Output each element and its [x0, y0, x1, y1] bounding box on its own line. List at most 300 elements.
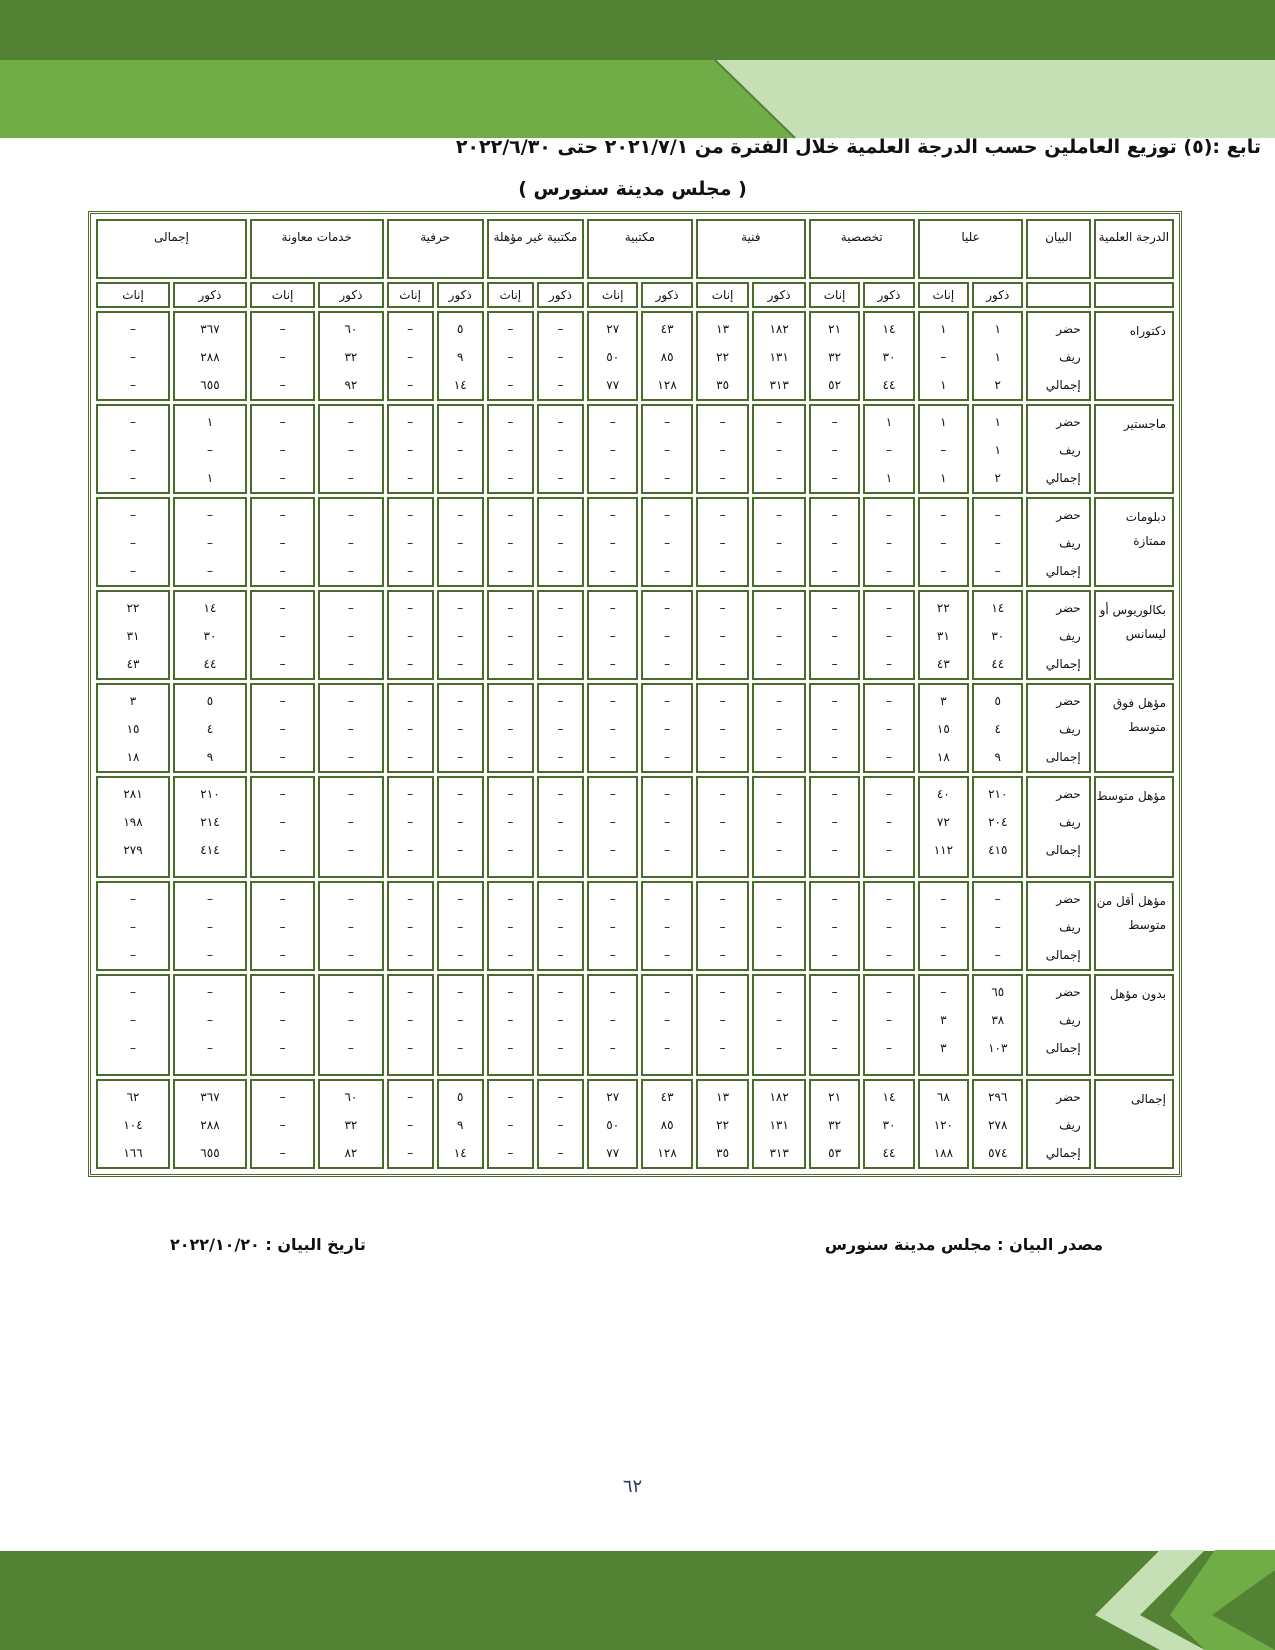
- cell-value: –: [885, 985, 892, 999]
- page-number: ٦٢: [622, 1476, 643, 1497]
- cell-value: ٧٧: [606, 378, 620, 392]
- cell-value: –: [609, 985, 616, 999]
- subheader-cell: إناث: [809, 282, 860, 308]
- cell-value: ١٤: [882, 322, 896, 336]
- cell-value: –: [279, 657, 286, 671]
- data-cell: [173, 311, 247, 401]
- cell-value: –: [507, 471, 514, 485]
- cell-value: –: [940, 920, 947, 934]
- data-cell: [863, 683, 914, 773]
- data-cell: [437, 590, 484, 680]
- data-cell: [173, 974, 247, 1076]
- cell-value: –: [457, 985, 464, 999]
- cell-value: –: [776, 1013, 783, 1027]
- cell-value: –: [407, 629, 414, 643]
- cell-value: ١٢٨: [657, 1146, 677, 1160]
- cell-value: –: [609, 892, 616, 906]
- data-cell: [752, 776, 806, 878]
- cell-value: –: [885, 657, 892, 671]
- area-label: إجمالي: [1045, 657, 1081, 671]
- cell-value: ٢: [994, 378, 1001, 392]
- cell-value: –: [557, 350, 564, 364]
- cell-value: –: [557, 892, 564, 906]
- cell-value: ٢٠٤: [988, 815, 1008, 829]
- cell-value: –: [776, 601, 783, 615]
- cell-value: –: [457, 722, 464, 736]
- header-statement: البيان: [1026, 219, 1090, 279]
- cell-value: ١٣: [716, 322, 730, 336]
- cell-value: –: [407, 536, 414, 550]
- data-cell: [752, 881, 806, 971]
- cell-value: ٥: [456, 1090, 464, 1104]
- cell-value: –: [557, 1013, 564, 1027]
- cell-value: –: [407, 443, 414, 457]
- cell-value: –: [609, 787, 616, 801]
- cell-value: –: [719, 843, 726, 857]
- cell-value: –: [507, 629, 514, 643]
- cell-value: –: [831, 508, 838, 522]
- cell-value: –: [776, 443, 783, 457]
- subheader-cell: إناث: [96, 282, 170, 308]
- cell-value: –: [279, 443, 286, 457]
- data-cell: [96, 590, 170, 680]
- table-row: [96, 311, 1174, 401]
- row-label: دبلومات ممتازة: [1094, 497, 1174, 587]
- cell-value: –: [557, 378, 564, 392]
- cell-value: –: [719, 536, 726, 550]
- data-cell: [696, 1079, 750, 1169]
- cell-value: –: [557, 985, 564, 999]
- data-cell: [587, 683, 638, 773]
- cell-value: –: [557, 694, 564, 708]
- area-label: حضر: [1056, 415, 1081, 429]
- cell-value: ١: [940, 378, 947, 392]
- cell-value: –: [279, 471, 286, 485]
- data-cell: [487, 1079, 534, 1169]
- cell-value: –: [664, 843, 671, 857]
- cell-value: –: [279, 322, 286, 336]
- cell-value: –: [347, 1013, 354, 1027]
- row-label: مؤهل أقل من متوسط: [1094, 881, 1174, 971]
- cell-value: –: [130, 985, 137, 999]
- data-cell: [437, 974, 484, 1076]
- cell-value: ٤٣: [660, 1090, 674, 1104]
- cell-value: ١٤: [453, 1146, 467, 1160]
- cell-value: –: [130, 443, 137, 457]
- cell-value: –: [206, 1013, 213, 1027]
- area-label: ريف: [1059, 815, 1081, 829]
- row-label: بكالوريوس أو ليسانس: [1094, 590, 1174, 680]
- data-cell: [250, 881, 315, 971]
- data-cell: [173, 497, 247, 587]
- data-cell: [437, 683, 484, 773]
- data-cell: [752, 497, 806, 587]
- data-cell: [487, 404, 534, 494]
- cell-value: –: [130, 378, 137, 392]
- cell-value: –: [831, 694, 838, 708]
- subheader-cell: إناث: [250, 282, 315, 308]
- cell-value: –: [664, 815, 671, 829]
- subheader-cell: ذكور: [537, 282, 584, 308]
- cell-value: –: [407, 378, 414, 392]
- data-cell: [863, 311, 914, 401]
- data-cell: [487, 776, 534, 878]
- cell-value: –: [831, 415, 838, 429]
- cell-value: ٥: [456, 322, 464, 336]
- cell-value: –: [557, 471, 564, 485]
- cell-value: –: [609, 920, 616, 934]
- cell-value: –: [940, 350, 947, 364]
- cell-value: ١٥: [126, 722, 140, 736]
- cell-value: ١: [206, 415, 214, 429]
- data-cell: [587, 974, 638, 1076]
- data-cell: [809, 1079, 860, 1169]
- data-cell: [641, 974, 692, 1076]
- cell-value: –: [940, 508, 947, 522]
- subheader-cell: ذكور: [972, 282, 1023, 308]
- area-label: حضر: [1056, 985, 1081, 999]
- cell-value: –: [994, 564, 1001, 578]
- area-label: ريف: [1059, 722, 1081, 736]
- cell-value: –: [664, 722, 671, 736]
- cell-value: –: [831, 1013, 838, 1027]
- data-cell: [863, 590, 914, 680]
- cell-value: –: [507, 415, 514, 429]
- cell-value: ٥٣: [828, 1146, 842, 1160]
- cell-value: –: [206, 892, 213, 906]
- cell-value: ٣: [129, 694, 137, 708]
- data-table-frame: [88, 211, 1182, 1177]
- data-cell: [587, 776, 638, 878]
- cell-value: ٣٠: [882, 350, 896, 364]
- cell-value: –: [457, 948, 464, 962]
- cell-value: ٣٥: [716, 1146, 730, 1160]
- cell-value: ٤: [206, 722, 214, 736]
- cell-value: –: [206, 985, 213, 999]
- data-cell: [809, 404, 860, 494]
- cell-value: –: [507, 378, 514, 392]
- cell-value: ١٣١: [769, 350, 789, 364]
- cell-value: –: [831, 985, 838, 999]
- cell-value: –: [776, 892, 783, 906]
- data-cell: [387, 311, 434, 401]
- cell-value: –: [994, 892, 1001, 906]
- cell-value: ٣: [940, 694, 947, 708]
- subheader-cell: ذكور: [863, 282, 914, 308]
- cell-value: –: [457, 787, 464, 801]
- cell-value: –: [719, 601, 726, 615]
- cell-value: –: [609, 443, 616, 457]
- cell-value: –: [719, 657, 726, 671]
- cell-value: –: [885, 694, 892, 708]
- cell-value: ٩: [456, 350, 464, 364]
- area-label: ريف: [1059, 350, 1081, 364]
- data-cell: [387, 497, 434, 587]
- cell-value: ٣٢: [828, 350, 842, 364]
- data-cell: [809, 311, 860, 401]
- area-label: ريف: [1059, 1118, 1081, 1132]
- cell-value: –: [776, 787, 783, 801]
- cell-value: –: [507, 601, 514, 615]
- data-cell: [387, 404, 434, 494]
- cell-value: –: [719, 920, 726, 934]
- area-label: إجمالى: [1045, 1041, 1081, 1055]
- data-cell: [641, 683, 692, 773]
- cell-value: –: [940, 564, 947, 578]
- table-row: [96, 776, 1174, 878]
- data-cell: [537, 590, 584, 680]
- data-cell: [809, 974, 860, 1076]
- header-row: [96, 219, 1174, 279]
- cell-value: –: [557, 322, 564, 336]
- header-group: مكتبية غير مؤهلة: [487, 219, 584, 279]
- data-cell: [173, 590, 247, 680]
- subheader-cell: ذكور: [437, 282, 484, 308]
- cell-value: –: [776, 920, 783, 934]
- cell-value: –: [130, 920, 137, 934]
- cell-value: –: [719, 815, 726, 829]
- row-areas: [1026, 974, 1090, 1076]
- cell-value: –: [507, 350, 514, 364]
- cell-value: –: [407, 920, 414, 934]
- subheader-cell: ذكور: [173, 282, 247, 308]
- row-label: مؤهل فوق متوسط: [1094, 683, 1174, 773]
- cell-value: ١٨٢: [769, 1090, 789, 1104]
- subheader-cell: ذكور: [318, 282, 383, 308]
- cell-value: –: [347, 815, 354, 829]
- cell-value: ٣٨: [991, 1013, 1005, 1027]
- cell-value: –: [279, 415, 286, 429]
- data-cell: [972, 1079, 1023, 1169]
- cell-value: –: [507, 843, 514, 857]
- cell-value: –: [557, 722, 564, 736]
- cell-value: –: [407, 657, 414, 671]
- cell-value: –: [347, 629, 354, 643]
- data-cell: [972, 683, 1023, 773]
- cell-value: –: [664, 920, 671, 934]
- data-cell: [752, 1079, 806, 1169]
- data-cell: [641, 311, 692, 401]
- header-band: [0, 0, 1275, 140]
- data-cell: [250, 311, 315, 401]
- cell-value: –: [940, 892, 947, 906]
- data-cell: [537, 1079, 584, 1169]
- cell-value: –: [885, 920, 892, 934]
- cell-value: –: [831, 722, 838, 736]
- cell-value: –: [407, 722, 414, 736]
- cell-value: ٩: [206, 750, 214, 764]
- cell-value: –: [206, 920, 213, 934]
- cell-value: ١٠٤: [123, 1118, 143, 1132]
- cell-value: –: [557, 629, 564, 643]
- header-group: مكتبية: [587, 219, 693, 279]
- cell-value: –: [457, 471, 464, 485]
- header-group: إجمالى: [96, 219, 247, 279]
- cell-value: ١٨: [126, 750, 140, 764]
- cell-value: ٣٠: [203, 629, 217, 643]
- cell-value: –: [557, 443, 564, 457]
- cell-value: –: [719, 892, 726, 906]
- cell-value: ٢١٠: [200, 787, 220, 801]
- cell-value: ٣: [940, 1013, 947, 1027]
- cell-value: ١٨٢: [769, 322, 789, 336]
- cell-value: –: [347, 722, 354, 736]
- cell-value: –: [664, 694, 671, 708]
- data-cell: [318, 311, 383, 401]
- data-cell: [641, 497, 692, 587]
- cell-value: ١: [940, 322, 947, 336]
- cell-value: –: [776, 471, 783, 485]
- cell-value: –: [507, 1090, 514, 1104]
- data-cell: [537, 776, 584, 878]
- cell-value: –: [885, 892, 892, 906]
- subheader-empty: [1094, 282, 1174, 308]
- cell-value: –: [557, 787, 564, 801]
- cell-value: –: [507, 536, 514, 550]
- data-cell: [173, 1079, 247, 1169]
- cell-value: –: [407, 1013, 414, 1027]
- data-cell: [587, 404, 638, 494]
- cell-value: –: [279, 601, 286, 615]
- cell-value: –: [664, 787, 671, 801]
- cell-value: ٢١: [828, 1090, 842, 1104]
- subheader-cell: ذكور: [641, 282, 692, 308]
- cell-value: –: [347, 920, 354, 934]
- cell-value: ٥: [994, 694, 1001, 708]
- cell-value: –: [279, 843, 286, 857]
- data-cell: [387, 776, 434, 878]
- cell-value: –: [719, 787, 726, 801]
- data-cell: [863, 974, 914, 1076]
- cell-value: –: [507, 985, 514, 999]
- data-cell: [487, 683, 534, 773]
- area-label: حضر: [1056, 322, 1081, 336]
- cell-value: –: [719, 985, 726, 999]
- cell-value: –: [279, 564, 286, 578]
- data-cell: [437, 776, 484, 878]
- data-cell: [918, 497, 969, 587]
- row-label: ماجستير: [1094, 404, 1174, 494]
- cell-value: ٢٧٨: [988, 1118, 1008, 1132]
- cell-value: ٦٠: [344, 322, 358, 336]
- cell-value: –: [347, 601, 354, 615]
- cell-value: ٩: [994, 750, 1001, 764]
- cell-value: ٤١٥: [988, 843, 1008, 857]
- cell-value: ١: [885, 415, 893, 429]
- cell-value: –: [407, 985, 414, 999]
- page-subtitle: ( مجلس مدينة سنورس ): [518, 178, 747, 200]
- cell-value: –: [885, 948, 892, 962]
- cell-value: –: [664, 750, 671, 764]
- cell-value: ١١٢: [933, 843, 954, 857]
- cell-value: ٦٨: [936, 1090, 950, 1104]
- cell-value: ٢٢: [126, 601, 140, 615]
- header-degree: الدرجة العلمية: [1094, 219, 1174, 279]
- cell-value: ١: [940, 415, 947, 429]
- cell-value: –: [507, 787, 514, 801]
- row-areas: [1026, 404, 1090, 494]
- cell-value: –: [664, 1013, 671, 1027]
- cell-value: –: [557, 815, 564, 829]
- cell-value: –: [831, 892, 838, 906]
- cell-value: –: [609, 815, 616, 829]
- data-cell: [487, 497, 534, 587]
- data-cell: [752, 590, 806, 680]
- data-cell: [96, 497, 170, 587]
- cell-value: –: [130, 892, 137, 906]
- cell-value: ٥٢: [828, 378, 842, 392]
- cell-value: –: [664, 443, 671, 457]
- cell-value: ٣١٣: [769, 378, 789, 392]
- row-label: إجمالى: [1094, 1079, 1174, 1169]
- row-areas: [1026, 590, 1090, 680]
- cell-value: –: [557, 508, 564, 522]
- cell-value: –: [940, 948, 947, 962]
- cell-value: ٤٤: [203, 657, 217, 671]
- cell-value: ١: [994, 350, 1001, 364]
- cell-value: ٦٢: [126, 1090, 140, 1104]
- data-cell: [250, 974, 315, 1076]
- cell-value: –: [885, 815, 892, 829]
- cell-value: ١٦٦: [123, 1146, 143, 1160]
- subheader-row: [96, 282, 1174, 308]
- cell-value: ١٣١: [769, 1118, 789, 1132]
- cell-value: –: [557, 843, 564, 857]
- cell-value: –: [130, 1013, 137, 1027]
- cell-value: –: [407, 1090, 414, 1104]
- cell-value: –: [279, 948, 286, 962]
- data-cell: [587, 311, 638, 401]
- cell-value: ٢٧: [606, 1090, 620, 1104]
- cell-value: –: [279, 694, 286, 708]
- cell-value: –: [776, 415, 783, 429]
- subheader-cell: إناث: [387, 282, 434, 308]
- area-label: إجمالي: [1045, 564, 1081, 578]
- cell-value: –: [507, 920, 514, 934]
- cell-value: ١: [994, 322, 1001, 336]
- data-cell: [809, 590, 860, 680]
- cell-value: –: [885, 601, 892, 615]
- data-cell: [437, 404, 484, 494]
- cell-value: –: [130, 1041, 137, 1055]
- cell-value: –: [557, 564, 564, 578]
- footer-band: [0, 1545, 1275, 1650]
- cell-value: –: [507, 694, 514, 708]
- cell-value: –: [609, 843, 616, 857]
- cell-value: –: [831, 815, 838, 829]
- area-label: إجمالي: [1045, 378, 1081, 392]
- cell-value: ٢٧: [606, 322, 620, 336]
- cell-value: ٢٨٨: [200, 1118, 220, 1132]
- cell-value: ٢١٤: [200, 815, 220, 829]
- cell-value: ٢٢: [716, 350, 730, 364]
- data-cell: [918, 776, 969, 878]
- cell-value: –: [279, 815, 286, 829]
- data-cell: [696, 404, 750, 494]
- cell-value: –: [279, 1118, 286, 1132]
- cell-value: –: [279, 629, 286, 643]
- area-label: حضر: [1056, 508, 1081, 522]
- header-group: حرفية: [387, 219, 484, 279]
- data-cell: [863, 881, 914, 971]
- table-row: [96, 974, 1174, 1076]
- cell-value: –: [664, 415, 671, 429]
- cell-value: –: [407, 787, 414, 801]
- cell-value: –: [557, 1041, 564, 1055]
- cell-value: –: [130, 508, 137, 522]
- cell-value: –: [885, 443, 892, 457]
- cell-value: –: [407, 350, 414, 364]
